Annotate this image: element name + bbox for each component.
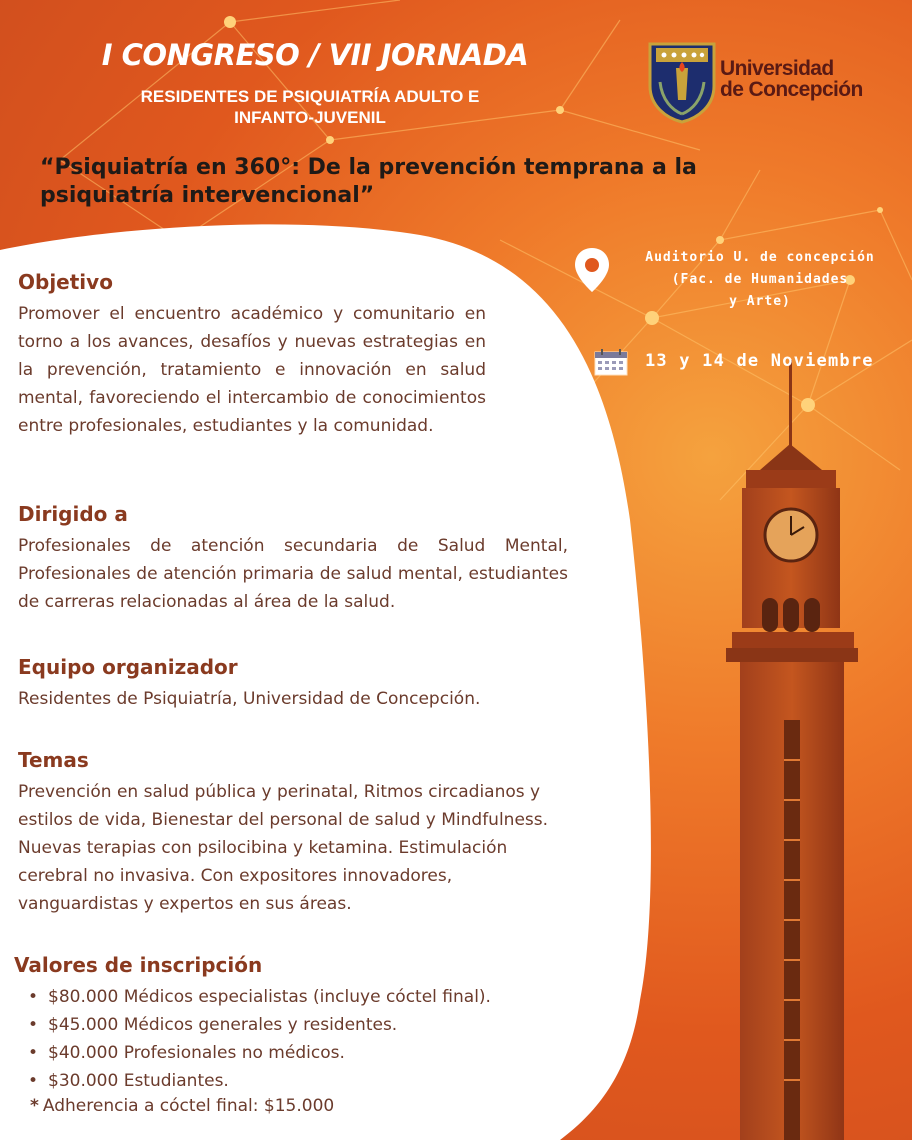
- event-theme: [40, 154, 840, 210]
- university-name-line-1: Universidad: [720, 57, 834, 80]
- temas-line-1: Prevención en salud pública y perinatal, Ritmos circadianos y: [18, 782, 541, 802]
- fee-text: $80.000 Médicos especialistas (incluye cóctel final).: [48, 987, 491, 1007]
- fee-text: $30.000 Estudiantes.: [48, 1071, 229, 1091]
- theme-line-1: “Psiquiatría en 360°: De la prevención temprana a la: [40, 155, 697, 180]
- list-item: [28, 983, 491, 1011]
- location-pin-icon: [572, 246, 612, 294]
- equipo-body: Residentes de Psiquiatría, Universidad de Concepción.: [18, 689, 481, 709]
- dirigido-heading: Dirigido a: [18, 502, 128, 526]
- venue-text: [620, 247, 900, 313]
- bullet-icon: •: [28, 987, 39, 1007]
- event-subtitle: [80, 86, 540, 128]
- subtitle-line-2: INFANTO-JUVENIL: [234, 108, 386, 127]
- temas-line-5: vanguardistas y expertos en sus áreas.: [18, 894, 352, 914]
- valores-heading: Valores de inscripción: [14, 953, 263, 977]
- university-shield-logo: [646, 40, 718, 124]
- objetivo-heading: Objetivo: [18, 270, 113, 294]
- temas-body: [18, 778, 618, 918]
- list-item: [28, 1039, 491, 1067]
- cocktail-note: [30, 1096, 334, 1116]
- calendar-icon: [594, 348, 628, 376]
- university-name: [720, 58, 890, 100]
- asterisk-mark: *: [30, 1096, 39, 1116]
- temas-line-2: estilos de vida, Bienestar del personal de salud y Mindfulness.: [18, 810, 549, 830]
- objetivo-body: Promover el encuentro académico y comunitario en torno a los avances, desafíos y nuevas estrategias en la prevención, tratamiento e innovación en salud mental, favoreciendo el intercambio de conocimientos entre profesionales, estudiantes y la comunidad.: [18, 304, 486, 436]
- dirigido-body: Profesionales de atención secundaria de Salud Mental, Profesionales de atención primaria de salud mental, estudiantes de carreras relacionadas al área de la salud.: [18, 536, 568, 612]
- venue-line-3: y Arte): [729, 294, 791, 309]
- bullet-icon: •: [28, 1043, 39, 1063]
- university-name-line-2: de Concepción: [720, 78, 863, 101]
- note-text: Adherencia a cóctel final: $15.000: [42, 1096, 335, 1116]
- event-date: 13 y 14 de Noviembre: [645, 351, 874, 371]
- list-item: [28, 1011, 491, 1039]
- event-title: I CONGRESO / VII JORNADA: [101, 38, 529, 72]
- equipo-heading: Equipo organizador: [18, 655, 238, 679]
- fee-list: [28, 983, 491, 1095]
- temas-heading: Temas: [18, 748, 89, 772]
- temas-line-4: cerebral no invasiva. Con expositores innovadores,: [18, 866, 453, 886]
- temas-line-3: Nuevas terapias con psilocibina y ketamina. Estimulación: [18, 838, 508, 858]
- list-item: [28, 1067, 491, 1095]
- fee-text: $40.000 Profesionales no médicos.: [48, 1043, 345, 1063]
- subtitle-line-1: RESIDENTES DE PSIQUIATRÍA ADULTO E: [140, 87, 480, 106]
- venue-line-1: Auditorio U. de concepción: [645, 250, 875, 265]
- theme-line-2: psiquiatría intervencional”: [40, 183, 375, 208]
- venue-line-2: (Fac. de Humanidades: [671, 272, 849, 287]
- bullet-icon: •: [28, 1015, 39, 1035]
- bullet-icon: •: [28, 1071, 39, 1091]
- fee-text: $45.000 Médicos generales y residentes.: [48, 1015, 398, 1035]
